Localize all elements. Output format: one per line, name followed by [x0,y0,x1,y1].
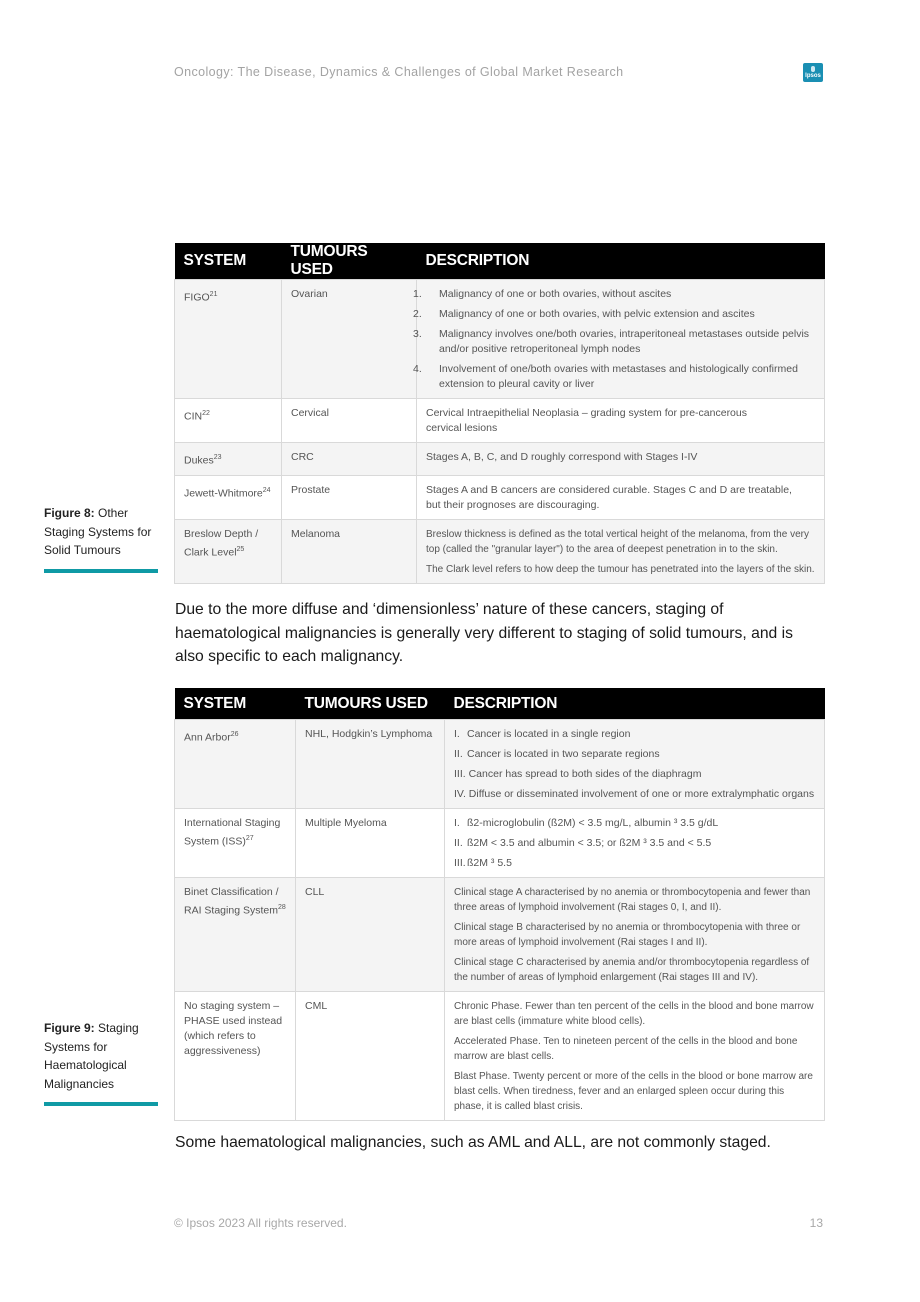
footnote-ref: 26 [230,731,239,738]
description-paragraph: Clinical stage C characterised by anemia and/or thrombocytopenia regardless of the number of areas of lymphoid enlargement (Rai stages III and IV). [454,957,810,983]
footnote-ref: 23 [213,454,222,461]
description-cell [445,809,825,878]
system-cell: No staging system – PHASE used instead (which refers to aggressiveness) [175,992,296,1121]
list-item: III.ß2M ³ 5.5 [454,857,512,869]
tumour-cell: Multiple Myeloma [296,809,445,878]
figure-caption-text: Staging Systems for Haematological Malignancies [44,1021,139,1091]
description-cell: Stages A and B cancers are considered curable. Stages C and D are treatable, but their prognoses are discouraging. [417,475,825,519]
figure-caption-text: Other Staging Systems for Solid Tumours [44,506,152,557]
tumour-cell: CML [296,992,445,1121]
description-paragraph: Clinical stage A characterised by no anemia or thrombocytopenia and fewer than three areas of lymphoid involvement (Rai stages 0, I, and II). [454,887,811,913]
figure-label: Figure 9: [44,1021,95,1035]
figure-9-caption [44,1019,158,1093]
description-cell: Cervical Intraepithelial Neoplasia – grading system for pre-cancerous cervical lesions [417,399,825,443]
table-row [175,992,825,1121]
footnote-ref: 27 [245,835,254,842]
description-paragraph: The Clark level refers to how deep the tumour has penetrated into the layers of the skin. [426,563,815,575]
ipsos-logo [803,63,823,82]
system-cell: CIN$^{22}$ [175,399,282,443]
system-cell: Jewett-Whitmore$^{24}$ [175,475,282,519]
figure-accent-bar [44,1102,158,1106]
tumour-cell: CLL [296,878,445,992]
haematological-staging-table [174,688,825,1121]
figure-label: Figure 8: [44,506,95,520]
column-header-description: DESCRIPTION [445,688,825,720]
body-paragraph: Due to the more diffuse and ‘dimensionless’ nature of these cancers, staging of haematological malignancies is generally very different to staging of solid tumours, and is also specific to each malignancy. [175,601,793,665]
footnote-ref: 22 [202,410,210,417]
table-row [175,399,825,443]
footnote-ref: 24 [262,486,271,494]
footer-copyright: © Ipsos 2023 All rights reserved. [174,1216,347,1230]
logo-text: Ipsos [805,73,821,79]
table-row [175,475,825,519]
list-item: 1. Malignancy of one or both ovaries, without ascites [413,288,672,300]
tumour-cell: Melanoma [282,519,417,583]
tumour-cell: Ovarian [282,280,417,399]
description-paragraph: Blast Phase. Twenty percent or more of the cells in the blood or bone marrow are blast cells. When tiredness, fever and an enlarged spleen occur during this phase, it is called blast crisis. [454,1071,813,1112]
tumour-cell: Cervical [282,399,417,443]
table-row [175,809,825,878]
list-item: 3. Malignancy involves one/both ovaries, intraperitoneal metastases outside pelvis and/or positive retroperitoneal lymph nodes [413,328,810,355]
list-item: 4. Involvement of one/both ovaries with metastases and histologically confirmed extension to pleural cavity or liver [413,363,798,390]
footnote-ref: 28 [277,904,286,911]
column-header-description: DESCRIPTION [417,243,825,280]
system-cell: Dukes$^{23}$ [175,443,282,476]
table-row [175,720,825,809]
description-cell [445,992,825,1121]
page-header-title: Oncology: The Disease, Dynamics & Challenges of Global Market Research [174,65,624,79]
system-cell: International Staging System (ISS)$^{27}$ [175,809,296,878]
column-header-tumours-used: TUMOURS USED [296,688,445,720]
tumour-cell: Prostate [282,475,417,519]
table-row [175,443,825,476]
figure-accent-bar [44,569,158,573]
description-paragraph: Chronic Phase. Fewer than ten percent of the cells in the blood and bone marrow are blast cells (immature white blood cells). [454,1001,814,1027]
description-cell [445,720,825,809]
description-cell [417,519,825,583]
description-cell: Stages A, B, C, and D roughly correspond with Stages I-IV [417,443,825,476]
column-header-tumours-used: TUMOURS USED [282,243,417,280]
list-item: 2. Malignancy of one or both ovaries, with pelvic extension and ascites [413,308,755,320]
description-cell [413,280,825,399]
system-cell: FIGO$^{21}$ [175,280,282,399]
table-row [175,280,825,399]
tumour-cell: NHL, Hodgkin’s Lymphoma [296,720,445,809]
system-cell: Binet Classification / RAI Staging System$^{28}$ [175,878,296,992]
description-paragraph: Accelerated Phase. Ten to nineteen percent of the cells in the blood and bone marrow are blast cells. [454,1036,798,1062]
figure-8-caption [44,504,158,560]
footnote-ref: 25 [236,545,245,553]
table-row [175,519,825,583]
page-number: 13 [809,1216,823,1230]
column-header-system: SYSTEM [175,688,296,720]
list-item: I. ß2-microglobulin (ß2M) < 3.5 mg/L, albumin ³ 3.5 g/dL [454,817,719,829]
list-item: II. Cancer is located in two separate regions [454,748,660,760]
table-row [175,878,825,992]
description-paragraph: Clinical stage B characterised by no anemia or thrombocytopenia with three or more areas of lymphoid involvement (Rai stages I and II). [454,922,801,948]
solid-tumours-staging-table [174,243,825,584]
list-item: II. ß2M < 3.5 and albumin < 3.5; or ß2M ³ 3.5 and < 5.5 [454,837,712,849]
column-header-system: SYSTEM [175,243,282,280]
system-cell: Ann Arbor$^{26}$ [175,720,296,809]
footnote-ref: 21 [209,291,218,298]
body-paragraph: Some haematological malignancies, such as AML and ALL, are not commonly staged. [175,1134,771,1151]
tumour-cell: CRC [282,443,417,476]
list-item: I. Cancer is located in a single region [454,728,631,740]
system-cell: Breslow Depth / Clark Level$^{25}$ [175,519,282,583]
list-item: III. Cancer has spread to both sides of the diaphragm [454,768,702,780]
list-item: IV. Diffuse or disseminated involvement of one or more extralymphatic organs [454,788,815,800]
description-paragraph: Breslow thickness is defined as the total vertical height of the melanoma, from the very top (called the "granular layer") to the area of deepest penetration in to the skin. [426,528,809,555]
description-cell [445,878,825,992]
logo-mark-icon [811,66,815,72]
